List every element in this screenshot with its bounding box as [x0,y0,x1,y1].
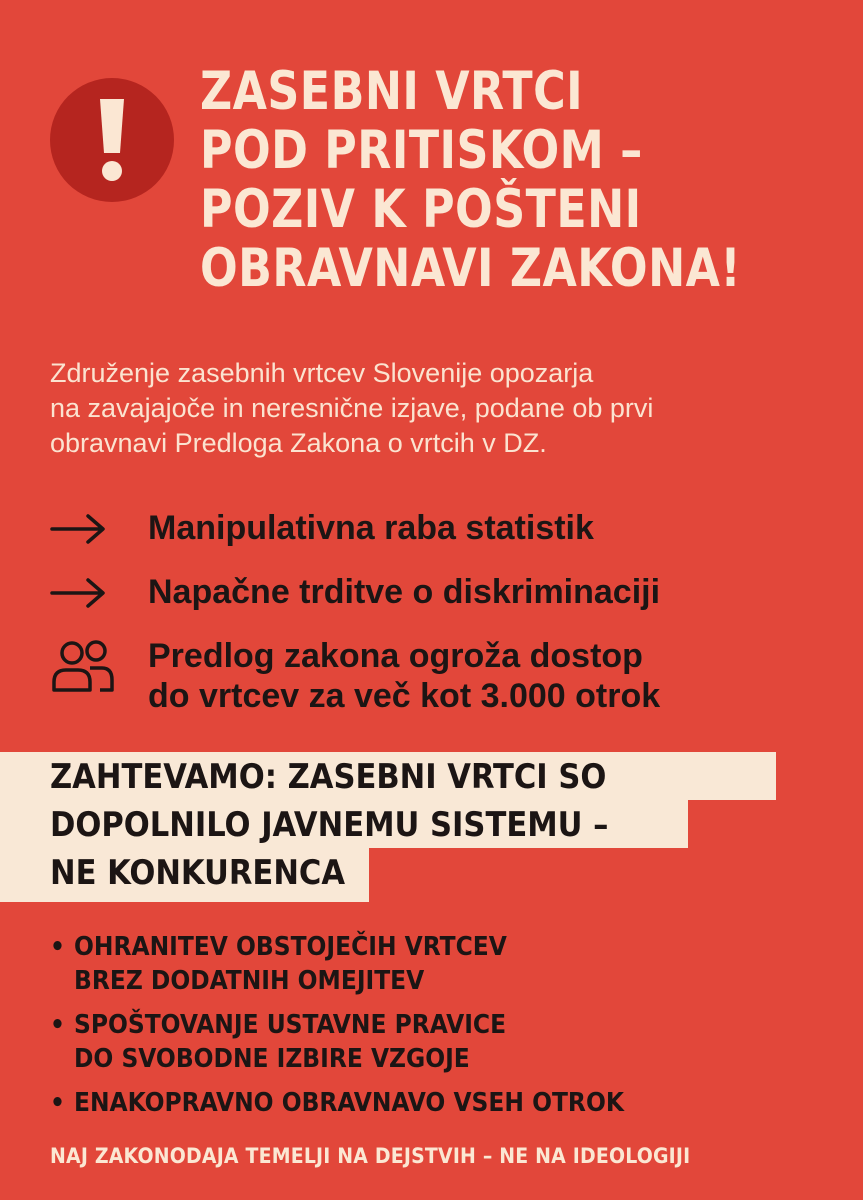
demand-banner [0,752,776,902]
list-item [50,1008,840,1076]
bullet: • [50,1010,65,1040]
list-item [50,1086,840,1120]
key-point-text: Predlog zakona ogroža dostop [148,637,643,675]
headline-line: ZASEBNI VRTCI [200,61,584,122]
key-point-text: Napačne trditve o diskriminaciji [148,573,661,611]
list-item [50,930,840,998]
bullet: • [50,932,65,962]
footer-slogan: NAJ ZAKONODAJA TEMELJI NA DEJSTVIH – NE NA IDEOLOGIJI [50,1144,691,1168]
key-point [50,572,830,612]
people-icon [50,640,116,694]
demand-line: ZAHTEVAMO: ZASEBNI VRTCI SO [0,752,776,800]
requirement-text: SPOŠTOVANJE USTAVNE PRAVICE [74,1010,507,1040]
bullet: • [50,1088,65,1118]
intro-line: na zavajajoče in neresnične izjave, podane ob prvi [50,393,654,423]
requirement-text: ENAKOPRAVNO OBRAVNAVO VSEH OTROK [74,1088,624,1118]
arrow-right-icon [50,578,108,608]
key-point [50,508,830,548]
arrow-right-icon [50,514,108,544]
headline-line: POD PRITISKOM – [200,120,643,181]
intro-line: obravnavi Predloga Zakona o vrtcih v DZ. [50,428,547,458]
key-point [50,636,830,716]
headline [200,62,795,298]
intro-line: Združenje zasebnih vrtcev Slovenije opozarja [50,358,594,388]
alert-badge [50,78,174,202]
demand-line: DOPOLNILO JAVNEMU SISTEMU – [0,800,688,848]
requirement-text: OHRANITEV OBSTOJEČIH VRTCEV [74,932,507,962]
exclamation-icon [92,95,132,185]
headline-line: OBRAVNAVI ZAKONA! [200,238,742,299]
key-points-list [50,508,830,740]
key-point-text: Manipulativna raba statistik [148,509,594,547]
requirement-text: DO SVOBODNE IZBIRE VZGOJE [74,1044,470,1074]
requirement-text: BREZ DODATNIH OMEJITEV [74,966,425,996]
requirements-list [50,930,840,1130]
key-point-text: do vrtcev za več kot 3.000 otrok [148,677,661,715]
demand-line: NE KONKURENCA [0,848,369,902]
headline-line: POZIV K POŠTENI [200,179,642,240]
intro-paragraph [50,356,750,461]
